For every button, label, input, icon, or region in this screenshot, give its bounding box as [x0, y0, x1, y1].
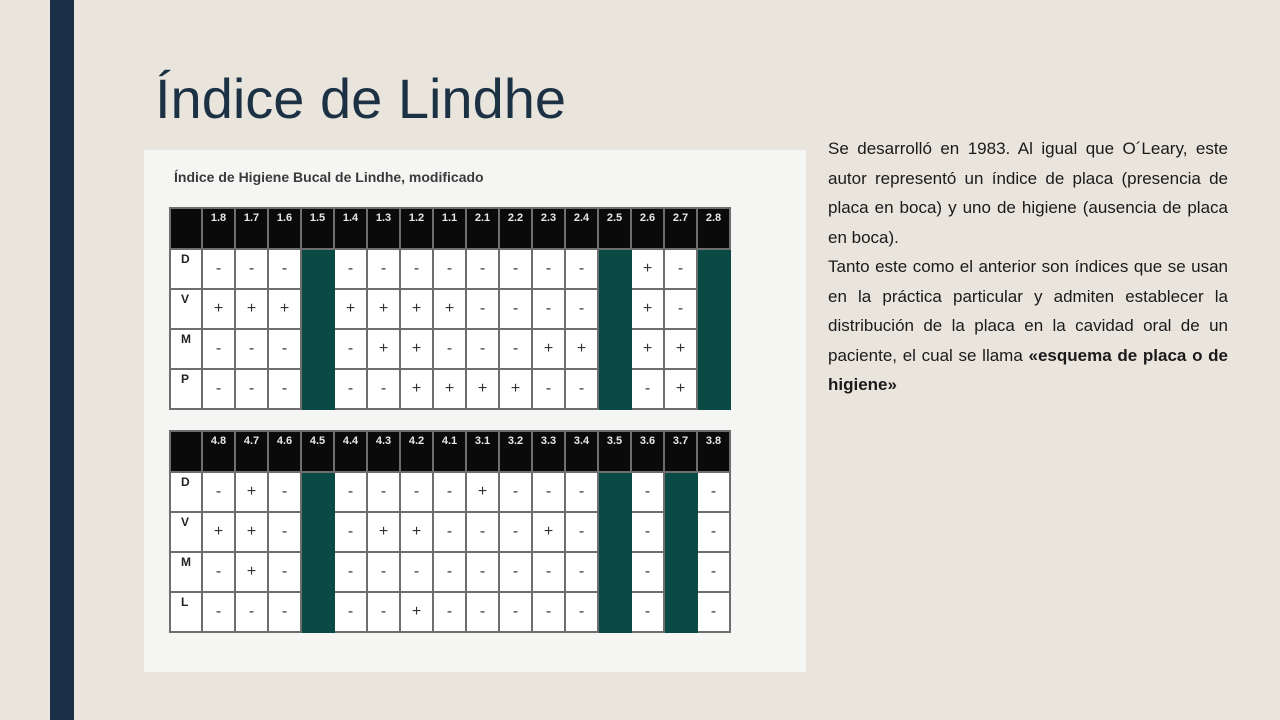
plaque-cell: + — [466, 472, 499, 512]
tooth-number: 2.3 — [532, 208, 565, 249]
missing-tooth-cell — [598, 249, 631, 289]
surface-label: D — [170, 249, 202, 289]
plaque-cell: - — [499, 472, 532, 512]
plaque-cell: - — [268, 329, 301, 369]
plaque-cell: + — [433, 289, 466, 329]
plaque-cell: - — [433, 592, 466, 632]
surface-label: D — [170, 472, 202, 512]
plaque-cell: - — [697, 512, 730, 552]
surface-row — [170, 369, 730, 409]
plaque-cell: - — [466, 552, 499, 592]
paragraph-origin: Se desarrolló en 1983. Al igual que O´Leary, este autor representó un índice de placa (presencia de placa en boca) y uno de higiene (ausencia de placa en boca). — [828, 139, 1228, 247]
plaque-cell: + — [202, 512, 235, 552]
tooth-number: 3.1 — [466, 431, 499, 472]
plaque-scheme-term: «esquema de placa o de higiene» — [828, 345, 1228, 394]
tooth-number: 3.5 — [598, 431, 631, 472]
tooth-number: 3.6 — [631, 431, 664, 472]
plaque-cell: - — [466, 329, 499, 369]
missing-tooth-cell — [301, 512, 334, 552]
plaque-cell: - — [400, 472, 433, 512]
plaque-cell: + — [631, 249, 664, 289]
missing-tooth-cell — [697, 369, 730, 409]
plaque-cell: - — [499, 249, 532, 289]
plaque-cell: + — [532, 512, 565, 552]
plaque-cell: - — [664, 289, 697, 329]
plaque-cell: - — [334, 329, 367, 369]
tooth-number: 3.7 — [664, 431, 697, 472]
plaque-cell: - — [466, 592, 499, 632]
plaque-cell: - — [367, 249, 400, 289]
surface-label: M — [170, 552, 202, 592]
slide-title: Índice de Lindhe — [155, 67, 567, 130]
surface-row — [170, 289, 730, 329]
plaque-cell: - — [631, 552, 664, 592]
missing-tooth-cell — [697, 249, 730, 289]
missing-tooth-cell — [697, 329, 730, 369]
plaque-cell: - — [631, 592, 664, 632]
header-corner — [170, 208, 202, 249]
plaque-cell: - — [631, 472, 664, 512]
plaque-cell: - — [499, 592, 532, 632]
surface-row — [170, 592, 730, 632]
plaque-cell: - — [235, 329, 268, 369]
plaque-cell: - — [532, 249, 565, 289]
plaque-cell: - — [334, 552, 367, 592]
plaque-cell: - — [235, 369, 268, 409]
description-text — [828, 134, 1228, 400]
plaque-cell: - — [268, 592, 301, 632]
plaque-cell: - — [433, 472, 466, 512]
plaque-cell: + — [235, 552, 268, 592]
plaque-cell: - — [400, 552, 433, 592]
tooth-number: 2.8 — [697, 208, 730, 249]
tooth-number: 1.3 — [367, 208, 400, 249]
plaque-cell: - — [697, 592, 730, 632]
plaque-cell: + — [499, 369, 532, 409]
plaque-cell: - — [235, 249, 268, 289]
plaque-cell: - — [202, 472, 235, 512]
plaque-cell: - — [334, 249, 367, 289]
plaque-cell: - — [268, 369, 301, 409]
lindhe-index-figure — [144, 150, 806, 672]
missing-tooth-cell — [598, 552, 631, 592]
plaque-cell: + — [400, 592, 433, 632]
surface-row — [170, 329, 730, 369]
plaque-cell: - — [400, 249, 433, 289]
plaque-cell: - — [334, 592, 367, 632]
surface-label: M — [170, 329, 202, 369]
left-accent-bar — [50, 0, 74, 720]
tooth-number: 4.6 — [268, 431, 301, 472]
surface-label: V — [170, 512, 202, 552]
plaque-cell: - — [334, 369, 367, 409]
plaque-cell: - — [202, 369, 235, 409]
surface-label: P — [170, 369, 202, 409]
upper-teeth-table — [169, 207, 731, 410]
tooth-number: 4.8 — [202, 431, 235, 472]
plaque-cell: - — [565, 592, 598, 632]
plaque-cell: - — [202, 552, 235, 592]
surface-row — [170, 552, 730, 592]
plaque-cell: - — [499, 329, 532, 369]
plaque-cell: + — [334, 289, 367, 329]
tooth-number: 1.8 — [202, 208, 235, 249]
plaque-cell: - — [565, 369, 598, 409]
missing-tooth-cell — [598, 329, 631, 369]
tooth-number: 3.3 — [532, 431, 565, 472]
plaque-cell: + — [466, 369, 499, 409]
plaque-cell: + — [235, 289, 268, 329]
surface-label: L — [170, 592, 202, 632]
plaque-cell: + — [631, 289, 664, 329]
missing-tooth-cell — [598, 472, 631, 512]
tooth-number: 4.5 — [301, 431, 334, 472]
missing-tooth-cell — [664, 592, 697, 632]
tooth-number: 4.1 — [433, 431, 466, 472]
tooth-number: 2.4 — [565, 208, 598, 249]
tooth-number: 1.4 — [334, 208, 367, 249]
missing-tooth-cell — [598, 512, 631, 552]
tooth-number: 2.1 — [466, 208, 499, 249]
tooth-number: 1.6 — [268, 208, 301, 249]
plaque-cell: + — [400, 512, 433, 552]
surface-row — [170, 472, 730, 512]
plaque-cell: + — [367, 512, 400, 552]
tooth-number: 4.4 — [334, 431, 367, 472]
tooth-number: 4.7 — [235, 431, 268, 472]
plaque-cell: - — [268, 249, 301, 289]
tooth-number: 1.5 — [301, 208, 334, 249]
plaque-cell: - — [532, 289, 565, 329]
plaque-cell: + — [664, 369, 697, 409]
tooth-number: 1.7 — [235, 208, 268, 249]
tooth-number: 2.7 — [664, 208, 697, 249]
header-corner — [170, 431, 202, 472]
plaque-cell: - — [202, 329, 235, 369]
plaque-cell: - — [532, 592, 565, 632]
plaque-cell: - — [532, 472, 565, 512]
plaque-cell: - — [466, 512, 499, 552]
tooth-header-row — [170, 431, 730, 472]
plaque-cell: - — [367, 592, 400, 632]
plaque-cell: - — [565, 512, 598, 552]
tooth-number: 2.5 — [598, 208, 631, 249]
plaque-cell: - — [433, 552, 466, 592]
plaque-cell: + — [400, 329, 433, 369]
tooth-number: 1.2 — [400, 208, 433, 249]
plaque-cell: + — [400, 289, 433, 329]
surface-row — [170, 512, 730, 552]
plaque-cell: - — [268, 472, 301, 512]
missing-tooth-cell — [598, 289, 631, 329]
plaque-cell: - — [532, 369, 565, 409]
missing-tooth-cell — [301, 592, 334, 632]
plaque-cell: - — [499, 289, 532, 329]
plaque-cell: - — [499, 552, 532, 592]
plaque-cell: - — [466, 289, 499, 329]
tooth-number: 3.2 — [499, 431, 532, 472]
plaque-cell: + — [565, 329, 598, 369]
plaque-cell: + — [631, 329, 664, 369]
lower-teeth-table — [169, 430, 731, 633]
missing-tooth-cell — [301, 552, 334, 592]
plaque-cell: + — [235, 472, 268, 512]
missing-tooth-cell — [301, 369, 334, 409]
missing-tooth-cell — [664, 552, 697, 592]
paragraph-usage — [828, 252, 1228, 400]
plaque-cell: - — [565, 289, 598, 329]
plaque-cell: - — [202, 249, 235, 289]
plaque-cell: - — [367, 552, 400, 592]
tooth-number: 4.2 — [400, 431, 433, 472]
missing-tooth-cell — [697, 289, 730, 329]
plaque-cell: + — [532, 329, 565, 369]
plaque-cell: - — [334, 512, 367, 552]
plaque-cell: - — [235, 592, 268, 632]
plaque-cell: - — [499, 512, 532, 552]
tooth-number: 3.8 — [697, 431, 730, 472]
plaque-cell: - — [697, 472, 730, 512]
plaque-cell: - — [334, 472, 367, 512]
plaque-cell: + — [268, 289, 301, 329]
plaque-cell: - — [631, 512, 664, 552]
plaque-cell: + — [367, 289, 400, 329]
plaque-cell: - — [466, 249, 499, 289]
figure-caption: Índice de Higiene Bucal de Lindhe, modificado — [174, 169, 484, 185]
plaque-cell: - — [367, 369, 400, 409]
plaque-cell: + — [235, 512, 268, 552]
missing-tooth-cell — [664, 472, 697, 512]
plaque-cell: - — [202, 592, 235, 632]
surface-label: V — [170, 289, 202, 329]
surface-row — [170, 249, 730, 289]
plaque-cell: - — [664, 249, 697, 289]
missing-tooth-cell — [598, 592, 631, 632]
missing-tooth-cell — [301, 249, 334, 289]
tooth-number: 4.3 — [367, 431, 400, 472]
plaque-cell: + — [433, 369, 466, 409]
tooth-number: 2.2 — [499, 208, 532, 249]
tooth-number: 1.1 — [433, 208, 466, 249]
plaque-cell: - — [532, 552, 565, 592]
plaque-cell: + — [202, 289, 235, 329]
missing-tooth-cell — [301, 329, 334, 369]
plaque-cell: - — [631, 369, 664, 409]
plaque-cell: - — [697, 552, 730, 592]
plaque-cell: + — [664, 329, 697, 369]
paragraph-usage-text: Tanto este como el anterior son índices que se usan en la práctica particular y admiten establecer la distribución de la placa en la cavidad oral de un paciente, el cual se llama — [828, 257, 1228, 365]
tooth-number: 2.6 — [631, 208, 664, 249]
plaque-cell: - — [268, 552, 301, 592]
plaque-cell: - — [367, 472, 400, 512]
missing-tooth-cell — [301, 289, 334, 329]
plaque-cell: - — [268, 512, 301, 552]
plaque-cell: + — [400, 369, 433, 409]
plaque-cell: - — [565, 472, 598, 512]
missing-tooth-cell — [301, 472, 334, 512]
missing-tooth-cell — [664, 512, 697, 552]
tooth-header-row — [170, 208, 730, 249]
plaque-cell: + — [367, 329, 400, 369]
plaque-cell: - — [565, 552, 598, 592]
plaque-cell: - — [433, 329, 466, 369]
missing-tooth-cell — [598, 369, 631, 409]
plaque-cell: - — [565, 249, 598, 289]
plaque-cell: - — [433, 512, 466, 552]
plaque-cell: - — [433, 249, 466, 289]
tooth-number: 3.4 — [565, 431, 598, 472]
